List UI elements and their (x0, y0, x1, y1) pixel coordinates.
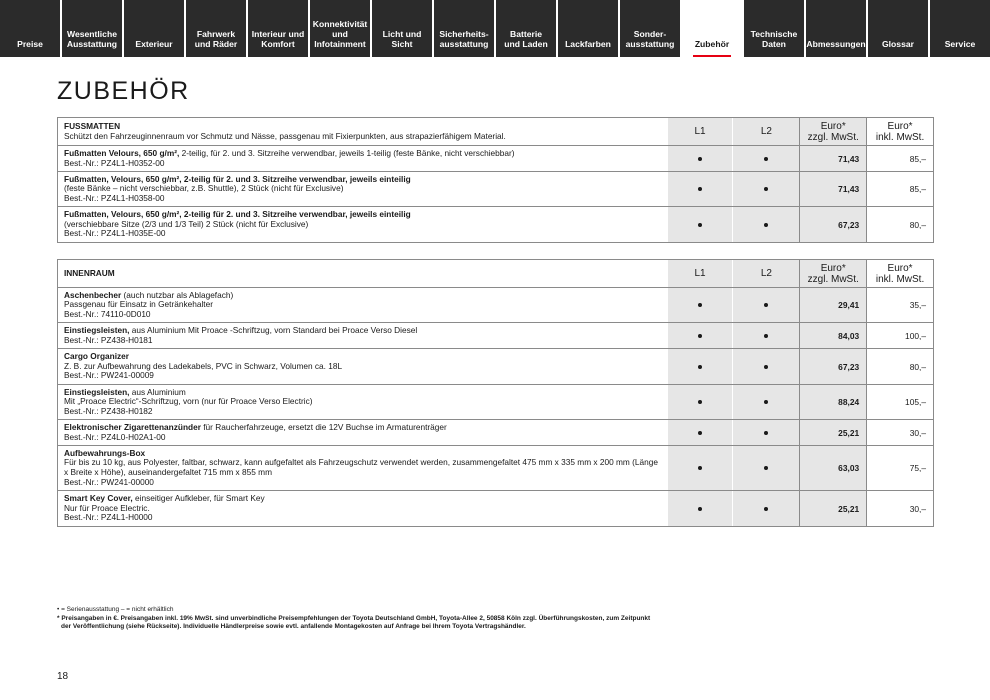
table-row (58, 349, 933, 385)
item-description: Aufbewahrungs-Box Für bis zu 10 kg, aus Polyester, faltbar, schwarz, kann aufgefaltet als Fahrzeugschutz verwendet werden, zusammengefaltet 475 mm x 335 mm x 200 mm (Länge x Breite x Höhe), auseinandergefaltet 715 mm x 855 mm Best.-Nr.: PW241-00000 (58, 446, 668, 490)
standard-dot-icon (764, 431, 768, 435)
gross-price: 85,– (866, 172, 933, 206)
standard-dot-icon (698, 334, 702, 338)
gross-price: 35,– (866, 288, 933, 322)
net-price: 67,23 (799, 349, 866, 384)
nav-tab-preise[interactable]: Preise (0, 0, 62, 57)
table-row (58, 288, 933, 323)
net-price: 67,23 (799, 207, 866, 242)
nav-tab-interieur[interactable]: Interieur und Komfort (248, 0, 310, 57)
l2-standard-cell (733, 349, 799, 384)
gross-price: 80,– (866, 207, 933, 242)
nav-tab-sicherheit[interactable]: Sicherheits- ausstattung (434, 0, 496, 57)
table-header-row (58, 118, 933, 146)
l1-standard-cell (668, 172, 734, 206)
gross-price: 85,– (866, 146, 933, 171)
standard-dot-icon (764, 187, 768, 191)
net-price: 25,21 (799, 491, 866, 526)
gross-price: 30,– (866, 420, 933, 445)
l2-standard-cell (733, 491, 799, 526)
l2-standard-cell (733, 146, 799, 171)
item-part-number: Best.-Nr.: PW241-00000 (64, 476, 154, 487)
net-price: 71,43 (799, 172, 866, 206)
standard-dot-icon (698, 365, 702, 369)
nav-tab-glossar[interactable]: Glossar (868, 0, 930, 57)
l1-standard-cell (668, 420, 734, 445)
table-row (58, 146, 933, 172)
item-description: Cargo Organizer Z. B. zur Aufbewahrung des Ladekabels, PVC in Schwarz, Volumen ca. 18L Best.-Nr.: PW241-00009 (58, 349, 668, 384)
col-header-l1: L1 (668, 260, 734, 287)
nav-tab-zubehoer[interactable]: Zubehör (682, 0, 744, 57)
l1-standard-cell (668, 323, 734, 348)
standard-dot-icon (764, 223, 768, 227)
standard-dot-icon (698, 303, 702, 307)
l1-standard-cell (668, 288, 734, 322)
l1-standard-cell (668, 146, 734, 171)
col-header-net-price: Euro* zzgl. MwSt. (799, 118, 866, 145)
item-part-number: Best.-Nr.: PZ438-H0182 (64, 405, 153, 416)
col-header-l2: L2 (733, 118, 799, 145)
item-description: Einstiegsleisten, aus Aluminium Mit Proace -Schriftzug, vorn Standard bei Proace Verso Diesel Best.-Nr.: PZ438-H0181 (58, 323, 668, 348)
item-part-number: Best.-Nr.: PZ438-H0181 (64, 334, 153, 345)
section-header-cell (58, 118, 668, 145)
standard-dot-icon (764, 466, 768, 470)
table-header-row (58, 260, 933, 288)
l1-standard-cell (668, 207, 734, 242)
item-description: Aschenbecher (auch nutzbar als Ablagefach) Passgenau für Einsatz in Getränkehalter Best.-Nr.: 74110-0D010 (58, 288, 668, 322)
item-part-number: Best.-Nr.: PZ4L1-H035E-00 (64, 228, 166, 239)
item-part-number: Best.-Nr.: PZ4L0-H02A1-00 (64, 431, 166, 442)
section-title: FUSSMATTEN (64, 120, 121, 131)
table-row (58, 323, 933, 349)
l2-standard-cell (733, 288, 799, 322)
l2-standard-cell (733, 420, 799, 445)
nav-tab-batterie[interactable]: Batterie und Laden (496, 0, 558, 57)
net-price: 63,03 (799, 446, 866, 490)
net-price: 29,41 (799, 288, 866, 322)
chapter-navigation (0, 0, 990, 57)
gross-price: 80,– (866, 349, 933, 384)
standard-dot-icon (698, 187, 702, 191)
l2-standard-cell (733, 446, 799, 490)
standard-dot-icon (698, 507, 702, 511)
fussmatten-table (57, 117, 934, 243)
table-row (58, 491, 933, 526)
standard-dot-icon (698, 223, 702, 227)
item-description: Fußmatten, Velours, 650 g/m², 2-teilig für 2. und 3. Sitzreihe verwendbar, jeweils einteilig (verschiebbare Sitze (2/3 und 1/3 Teil) 2 Stück (nicht für Exclusive) Best.-Nr.: PZ4L1-H035E-00 (58, 207, 668, 242)
item-part-number: Best.-Nr.: PZ4L1-H0352-00 (64, 157, 165, 168)
item-part-number: Best.-Nr.: 74110-0D010 (64, 308, 151, 319)
nav-tab-abmessungen[interactable]: Abmessungen (806, 0, 868, 57)
col-header-gross-price: Euro* inkl. MwSt. (866, 260, 933, 287)
l2-standard-cell (733, 172, 799, 206)
nav-tab-lackfarben[interactable]: Lackfarben (558, 0, 620, 57)
nav-tab-exterieur[interactable]: Exterieur (124, 0, 186, 57)
col-header-l1: L1 (668, 118, 734, 145)
table-row (58, 385, 933, 420)
net-price: 88,24 (799, 385, 866, 419)
section-header-cell (58, 260, 668, 287)
table-row (58, 446, 933, 491)
item-description: Fußmatten Velours, 650 g/m², 2-teilig, für 2. und 3. Sitzreihe verwendbar, jeweils 1-teilig (feste Bänke, nicht verschiebbar) Best.-Nr.: PZ4L1-H0352-00 (58, 146, 668, 171)
standard-dot-icon (764, 334, 768, 338)
nav-tab-fahrwerk[interactable]: Fahrwerk und Räder (186, 0, 248, 57)
l2-standard-cell (733, 323, 799, 348)
col-header-gross-price: Euro* inkl. MwSt. (866, 118, 933, 145)
table-row (58, 207, 933, 242)
standard-dot-icon (764, 365, 768, 369)
standard-dot-icon (764, 400, 768, 404)
l1-standard-cell (668, 385, 734, 419)
page-title: ZUBEHÖR (57, 77, 190, 105)
item-description: Fußmatten, Velours, 650 g/m², 2-teilig für 2. und 3. Sitzreihe verwendbar, jeweils einteilig (feste Bänke – nicht verschiebbar, z.B. Shuttle), 2 Stück (nicht für Exclusive) Best.-Nr.: PZ4L1-H0358-00 (58, 172, 668, 206)
standard-dot-icon (764, 157, 768, 161)
standard-dot-icon (764, 303, 768, 307)
standard-dot-icon (764, 507, 768, 511)
net-price: 71,43 (799, 146, 866, 171)
l2-standard-cell (733, 207, 799, 242)
nav-tab-technische-daten[interactable]: Technische Daten (744, 0, 806, 57)
gross-price: 75,– (866, 446, 933, 490)
gross-price: 100,– (866, 323, 933, 348)
item-description: Elektronischer Zigarettenanzünder für Raucherfahrzeuge, ersetzt die 12V Buchse im Armaturenträger Best.-Nr.: PZ4L0-H02A1-00 (58, 420, 668, 445)
net-price: 25,21 (799, 420, 866, 445)
gross-price: 30,– (866, 491, 933, 526)
section-subtitle: Schützt den Fahrzeuginnenraum vor Schmutz und Nässe, passgenau mit Fixierpunkten, aus strapazierfähigem Material. (64, 130, 506, 141)
nav-tab-konnektivitaet[interactable]: Konnektivität und Infotainment (310, 0, 372, 57)
item-description: Smart Key Cover, einseitiger Aufkleber, für Smart Key Nur für Proace Electric. Best.-Nr.: PZ4L1-H0000 (58, 491, 668, 526)
innenraum-table (57, 259, 934, 527)
table-row (58, 420, 933, 446)
footnotes (57, 606, 657, 632)
nav-tab-licht[interactable]: Licht und Sicht (372, 0, 434, 57)
item-part-number: Best.-Nr.: PZ4L1-H0000 (64, 512, 153, 523)
nav-tab-service[interactable]: Service (944, 39, 976, 49)
l1-standard-cell (668, 446, 734, 490)
col-header-net-price: Euro* zzgl. MwSt. (799, 260, 866, 287)
item-part-number: Best.-Nr.: PZ4L1-H0358-00 (64, 192, 165, 203)
col-header-l2: L2 (733, 260, 799, 287)
standard-dot-icon (698, 466, 702, 470)
section-title: INNENRAUM (64, 267, 115, 278)
standard-dot-icon (698, 157, 702, 161)
l1-standard-cell (668, 491, 734, 526)
page-number: 18 (57, 671, 69, 682)
l2-standard-cell (733, 385, 799, 419)
table-row (58, 172, 933, 207)
legend-note: • = Serienausstattung – = nicht erhältlich (57, 606, 174, 613)
nav-tab-wesentliche-ausstattung[interactable]: Wesentliche Ausstattung (62, 0, 124, 57)
standard-dot-icon (698, 400, 702, 404)
l1-standard-cell (668, 349, 734, 384)
nav-tab-sonderausstattung[interactable]: Sonder- ausstattung (620, 0, 682, 57)
standard-dot-icon (698, 431, 702, 435)
net-price: 84,03 (799, 323, 866, 348)
item-part-number: Best.-Nr.: PW241-00009 (64, 370, 154, 381)
price-note: * Preisangaben in €. Preisangaben inkl. 19% MwSt. sind unverbindliche Preisempfehlungen der Toyota Deutschland GmbH, Toyota-Allee 2, 50858 Köln zzgl. Überführungskosten, zum Zeitpunkt der Veröffentlichung (siehe Rückseite). Individuelle Händlerpreise sowie evtl. anfallende Montagekosten auf Anfrage bei Ihrem Toyota Vertragshändler. (57, 614, 651, 631)
gross-price: 105,– (866, 385, 933, 419)
item-description: Einstiegsleisten, aus Aluminium Mit „Proace Electric“-Schriftzug, vorn (nur für Proace Verso Electric) Best.-Nr.: PZ438-H0182 (58, 385, 668, 419)
